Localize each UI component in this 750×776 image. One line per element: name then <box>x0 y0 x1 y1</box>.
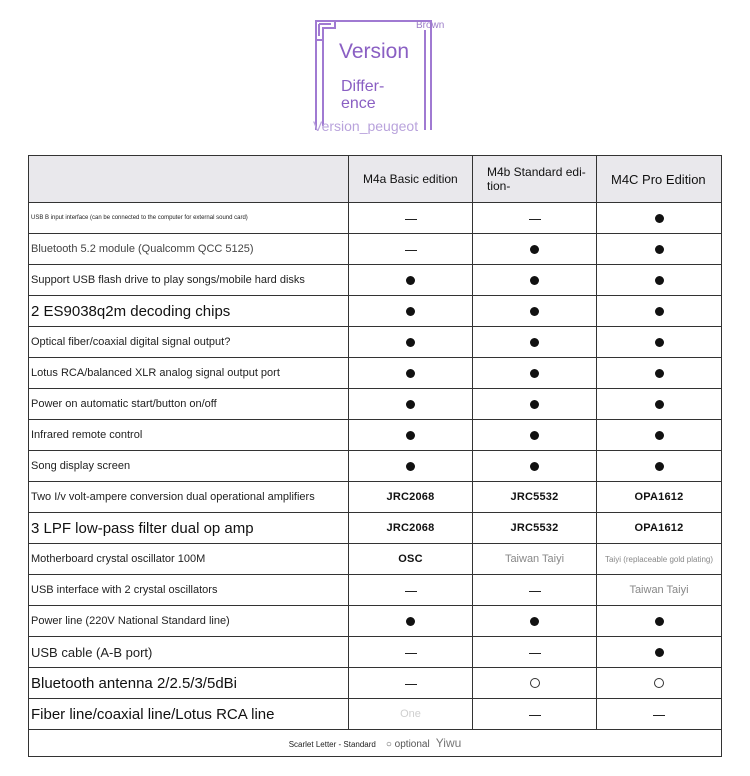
standard-dot-icon <box>655 245 664 254</box>
cell-m4c <box>597 451 722 482</box>
standard-dot-icon <box>406 431 415 440</box>
standard-dot-icon <box>406 338 415 347</box>
table-row <box>29 637 722 668</box>
standard-dot-icon <box>655 369 664 378</box>
cell-m4a: JRC2068 <box>349 513 473 544</box>
cell-m4c <box>597 389 722 420</box>
header-corner <box>29 156 349 203</box>
version-comparison-table <box>28 155 722 757</box>
cell-m4a <box>349 606 473 637</box>
cell-m4c <box>597 420 722 451</box>
feature-label: USB B input interface (can be connected to the computer for external sound card) <box>29 203 349 234</box>
cell-m4c: OPA1612 <box>597 482 722 513</box>
standard-dot-icon <box>530 400 539 409</box>
cell-m4a: One <box>349 699 473 730</box>
standard-dot-icon <box>406 276 415 285</box>
feature-label: Bluetooth antenna 2/2.5/3/5dBi <box>29 668 349 699</box>
logo-subtitle: Version_peugeot <box>313 118 419 134</box>
feature-label: Motherboard crystal oscillator 100M <box>29 544 349 575</box>
header-m4a: M4a Basic edition <box>349 156 473 203</box>
legend-extra: Yiwu <box>435 736 462 750</box>
standard-dot-icon <box>406 462 415 471</box>
standard-dot-icon <box>406 369 415 378</box>
cell-m4a <box>349 575 473 606</box>
cell-m4b <box>473 327 597 358</box>
logo-difference-line1: Differ- <box>341 78 385 95</box>
cell-m4a <box>349 637 473 668</box>
cell-m4c <box>597 606 722 637</box>
cell-m4a <box>349 668 473 699</box>
logo-title: Version <box>339 40 410 63</box>
feature-label: Support USB flash drive to play songs/mobile hard disks <box>29 265 349 296</box>
cell-m4a <box>349 234 473 265</box>
cell-m4a <box>349 327 473 358</box>
cell-m4b <box>473 606 597 637</box>
table-row <box>29 203 722 234</box>
cell-m4b <box>473 265 597 296</box>
table-row <box>29 358 722 389</box>
cell-m4a <box>349 358 473 389</box>
standard-dot-icon <box>655 276 664 285</box>
cell-m4a <box>349 420 473 451</box>
optional-circle-icon <box>654 678 664 688</box>
legend-row <box>29 730 722 757</box>
cell-m4c <box>597 234 722 265</box>
feature-label: Song display screen <box>29 451 349 482</box>
table-row <box>29 482 722 513</box>
standard-dot-icon <box>530 431 539 440</box>
table-row <box>29 451 722 482</box>
cell-m4b <box>473 699 597 730</box>
table-row <box>29 234 722 265</box>
cell-m4c <box>597 668 722 699</box>
cell-m4a: OSC <box>349 544 473 575</box>
feature-label: Power on automatic start/button on/off <box>29 389 349 420</box>
not-included-dash-icon <box>405 653 417 654</box>
table-row <box>29 606 722 637</box>
cell-m4b: Taiwan Taiyi <box>473 544 597 575</box>
standard-dot-icon <box>530 245 539 254</box>
not-included-dash-icon <box>529 219 541 220</box>
cell-m4b <box>473 203 597 234</box>
logo-corner-label: Brown <box>416 20 445 31</box>
feature-label: Lotus RCA/balanced XLR analog signal output port <box>29 358 349 389</box>
feature-label: Infrared remote control <box>29 420 349 451</box>
standard-dot-icon <box>530 369 539 378</box>
not-included-dash-icon <box>653 715 665 716</box>
cell-m4b <box>473 637 597 668</box>
cell-m4c <box>597 358 722 389</box>
cell-m4b <box>473 668 597 699</box>
standard-dot-icon <box>406 617 415 626</box>
table-row <box>29 296 722 327</box>
standard-dot-icon <box>655 338 664 347</box>
feature-label: Bluetooth 5.2 module (Qualcomm QCC 5125) <box>29 234 349 265</box>
standard-dot-icon <box>530 307 539 316</box>
feature-label: 3 LPF low-pass filter dual op amp <box>29 513 349 544</box>
standard-dot-icon <box>406 400 415 409</box>
cell-m4b <box>473 296 597 327</box>
standard-dot-icon <box>655 307 664 316</box>
cell-m4a <box>349 451 473 482</box>
table-row <box>29 513 722 544</box>
feature-label: USB cable (A-B port) <box>29 637 349 668</box>
standard-dot-icon <box>655 617 664 626</box>
feature-label: Two I/v volt-ampere conversion dual operational amplifiers <box>29 482 349 513</box>
brand-logo <box>313 18 445 134</box>
not-included-dash-icon <box>405 219 417 220</box>
legend-cell <box>29 730 722 757</box>
cell-m4b <box>473 451 597 482</box>
standard-dot-icon <box>655 431 664 440</box>
cell-m4c <box>597 265 722 296</box>
standard-dot-icon <box>406 307 415 316</box>
standard-dot-icon <box>655 214 664 223</box>
standard-dot-icon <box>530 338 539 347</box>
cell-m4c: Taiyi (replaceable gold plating) <box>597 544 722 575</box>
cell-m4b <box>473 575 597 606</box>
not-included-dash-icon <box>405 591 417 592</box>
not-included-dash-icon <box>529 653 541 654</box>
not-included-dash-icon <box>529 715 541 716</box>
cell-m4b <box>473 389 597 420</box>
cell-m4a: JRC2068 <box>349 482 473 513</box>
feature-label: Power line (220V National Standard line) <box>29 606 349 637</box>
table-row <box>29 389 722 420</box>
not-included-dash-icon <box>405 250 417 251</box>
optional-circle-icon <box>530 678 540 688</box>
legend-standard: Scarlet Letter - Standard <box>288 740 376 749</box>
table-row <box>29 327 722 358</box>
table-row <box>29 265 722 296</box>
standard-dot-icon <box>530 276 539 285</box>
feature-label: USB interface with 2 crystal oscillators <box>29 575 349 606</box>
cell-m4c: OPA1612 <box>597 513 722 544</box>
cell-m4c <box>597 637 722 668</box>
cell-m4c <box>597 296 722 327</box>
standard-dot-icon <box>655 400 664 409</box>
cell-m4c <box>597 327 722 358</box>
table-row <box>29 575 722 606</box>
cell-m4c <box>597 203 722 234</box>
standard-dot-icon <box>530 462 539 471</box>
cell-m4a <box>349 389 473 420</box>
header-m4c: M4C Pro Edition <box>597 156 722 203</box>
legend-optional: ○ optional <box>385 739 430 750</box>
not-included-dash-icon <box>405 684 417 685</box>
cell-m4b <box>473 234 597 265</box>
cell-m4c: Taiwan Taiyi <box>597 575 722 606</box>
cell-m4a <box>349 296 473 327</box>
feature-label: Optical fiber/coaxial digital signal output? <box>29 327 349 358</box>
table-row <box>29 544 722 575</box>
table-row <box>29 699 722 730</box>
cell-m4c <box>597 699 722 730</box>
logo-frame-icon <box>313 18 437 134</box>
table-row <box>29 668 722 699</box>
logo-difference-line2: ence <box>341 95 376 112</box>
standard-dot-icon <box>655 462 664 471</box>
table-row <box>29 420 722 451</box>
cell-m4b: JRC5532 <box>473 482 597 513</box>
feature-label: 2 ES9038q2m decoding chips <box>29 296 349 327</box>
standard-dot-icon <box>655 648 664 657</box>
cell-m4b <box>473 358 597 389</box>
header-m4b: M4b Standard edi-tion- <box>473 156 597 203</box>
cell-m4b <box>473 420 597 451</box>
table-header-row <box>29 156 722 203</box>
feature-label: Fiber line/coaxial line/Lotus RCA line <box>29 699 349 730</box>
not-included-dash-icon <box>529 591 541 592</box>
cell-m4b: JRC5532 <box>473 513 597 544</box>
standard-dot-icon <box>530 617 539 626</box>
cell-m4a <box>349 265 473 296</box>
cell-m4a <box>349 203 473 234</box>
